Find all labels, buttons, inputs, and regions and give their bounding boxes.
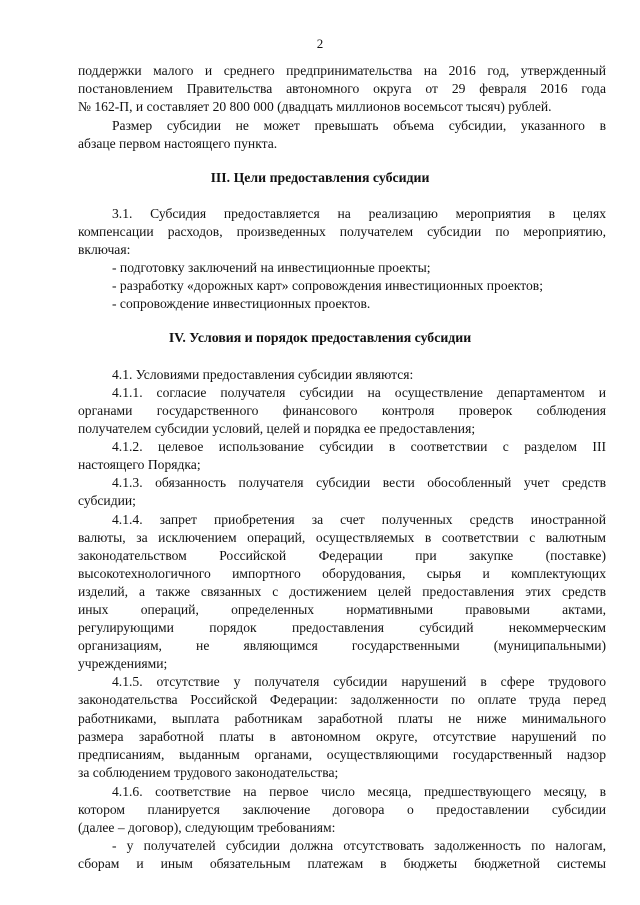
- text-line: сборам и иным обязательным платежам в бюджеты бюджетной системы: [78, 856, 606, 871]
- text-line: организациям, не являющимся государственными (муниципальными): [78, 638, 606, 653]
- text-line: 4.1.3. обязанность получателя субсидии вести обособленный учет средств: [112, 475, 606, 490]
- text-line: органами государственного финансового контроля проверок соблюдения: [78, 403, 606, 418]
- text-line: размера заработной платы в автономном округе, отсутствие нарушений по: [78, 729, 606, 744]
- list-item: - подготовку заключений на инвестиционные проекты;: [112, 260, 431, 275]
- text-line: 4.1.2. целевое использование субсидии в соответствии с разделом III: [112, 439, 606, 454]
- text-line: 4.1. Условиями предоставления субсидии являются:: [112, 367, 414, 382]
- list-item: - у получателей субсидии должна отсутствовать задолженность по налогам,: [112, 838, 606, 853]
- text-line: 4.1.4. запрет приобретения за счет полученных средств иностранной: [112, 512, 606, 527]
- text-line: абзаце первом настоящего пункта.: [78, 136, 278, 151]
- text-line: включая:: [78, 242, 131, 257]
- text-line: 3.1. Субсидия предоставляется на реализацию мероприятия в целях: [112, 206, 606, 221]
- text-line: постановлением Правительства автономного округа от 29 февраля 2016 года: [78, 81, 606, 96]
- text-line: Размер субсидии не может превышать объема субсидии, указанного в: [112, 118, 606, 133]
- text-line: законодательства Российской Федерации: задолженности по оплате труда перед: [78, 692, 606, 707]
- page-number: 2: [316, 36, 324, 51]
- text-line: регулирующими порядок предоставления субсидий некоммерческим: [78, 620, 606, 635]
- text-line: 4.1.6. соответствие на первое число месяца, предшествующего месяцу, в: [112, 784, 606, 799]
- text-line: работниками, выплата работникам заработной платы не ниже минимального: [78, 711, 606, 726]
- list-item: - сопровождение инвестиционных проектов.: [112, 296, 371, 311]
- text-line: высокотехнологичного импортного оборудования, сырья и комплектующих: [78, 566, 606, 581]
- section-heading: IV. Условия и порядок предоставления субсидии: [168, 330, 472, 345]
- text-line: 4.1.1. согласие получателя субсидии на осуществление департаментом и: [112, 385, 606, 400]
- text-line: учреждениями;: [78, 656, 168, 671]
- text-line: валюты, за исключением операций, осуществляемых в соответствии с валютным: [78, 530, 606, 545]
- list-item: - разработку «дорожных карт» сопровождения инвестиционных проектов;: [112, 278, 543, 293]
- text-line: получателем субсидии условий, целей и порядка ее предоставления;: [78, 421, 476, 436]
- text-line: (далее – договор), следующим требованиям:: [78, 820, 336, 835]
- text-line: иных операций, определенных нормативными правовыми актами,: [78, 602, 606, 617]
- text-line: законодательством Российской Федерации при закупке (поставке): [78, 548, 606, 563]
- text-line: предписаниям, выданным органами, осуществляющими государственный надзор: [78, 747, 606, 762]
- text-line: № 162-П, и составляет 20 800 000 (двадцать миллионов восемьсот тысяч) рублей.: [78, 99, 552, 114]
- text-line: за соблюдением трудового законодательства;: [78, 765, 339, 780]
- text-line: настоящего Порядка;: [78, 457, 201, 472]
- section-heading: III. Цели предоставления субсидии: [210, 170, 430, 185]
- text-line: компенсации расходов, произведенных получателем субсидии по мероприятию,: [78, 224, 606, 239]
- text-line: 4.1.5. отсутствие у получателя субсидии нарушений в сфере трудового: [112, 674, 606, 689]
- text-line: субсидии;: [78, 493, 136, 508]
- text-line: изделий, а также связанных с достижением целей предоставления этих средств: [78, 584, 606, 599]
- text-line: котором планируется заключение договора о предоставлении субсидии: [78, 802, 606, 817]
- text-line: поддержки малого и среднего предпринимательства на 2016 год, утвержденный: [78, 63, 606, 78]
